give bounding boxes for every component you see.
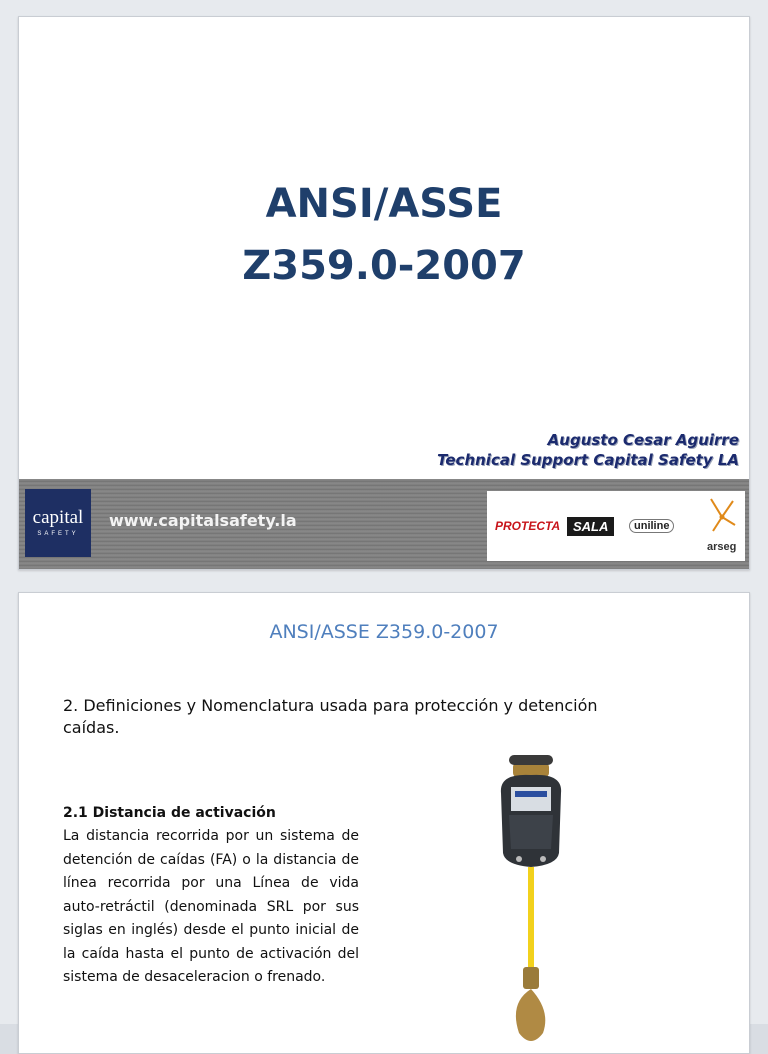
logo-word: capital [32, 507, 84, 528]
self-retracting-lifeline-image [479, 753, 579, 1053]
section-heading [63, 695, 653, 739]
logo-sub: SAFETY [37, 531, 79, 537]
protecta-logo: PROTECTA [495, 519, 561, 533]
slide-2-title: ANSI/ASSE Z359.0-2007 [269, 621, 499, 643]
author-role: Technical Support Capital Safety LA [437, 451, 739, 469]
definition-subtitle: 2.1 Distancia de activación [63, 805, 276, 821]
uniline-logo: uniline [629, 519, 674, 533]
heading-bold: Definiciones [83, 696, 182, 715]
arseg-emblem-icon [707, 495, 737, 535]
slide-2 [18, 592, 750, 1054]
sala-logo: SALA [567, 517, 614, 536]
arseg-logo: arseg [707, 541, 737, 553]
brand-logos [487, 491, 745, 561]
heading-number: 2. [63, 696, 79, 715]
slide-1 [18, 16, 750, 570]
title-line-2: Z359.0-2007 [242, 243, 526, 289]
title-line-1: ANSI/ASSE [265, 181, 503, 227]
capital-safety-logo [25, 489, 91, 557]
definition-body: La distancia recorrida por un sistema de detención de caídas (FA) o la distancia de línea recorrida por una Línea de vida auto-retráctil (denominada SRL por sus siglas en inglés) desde el punto inicial de la caída hasta el punto de activación del sistema de desaceleracion o frenado. [63, 828, 359, 985]
author-name: Augusto Cesar Aguirre [547, 431, 739, 449]
footer-banner [19, 479, 749, 569]
heading-rest: y Nomenclatura usada para protección y detención caídas. [63, 696, 598, 737]
website-url: www.capitalsafety.la [109, 511, 297, 530]
